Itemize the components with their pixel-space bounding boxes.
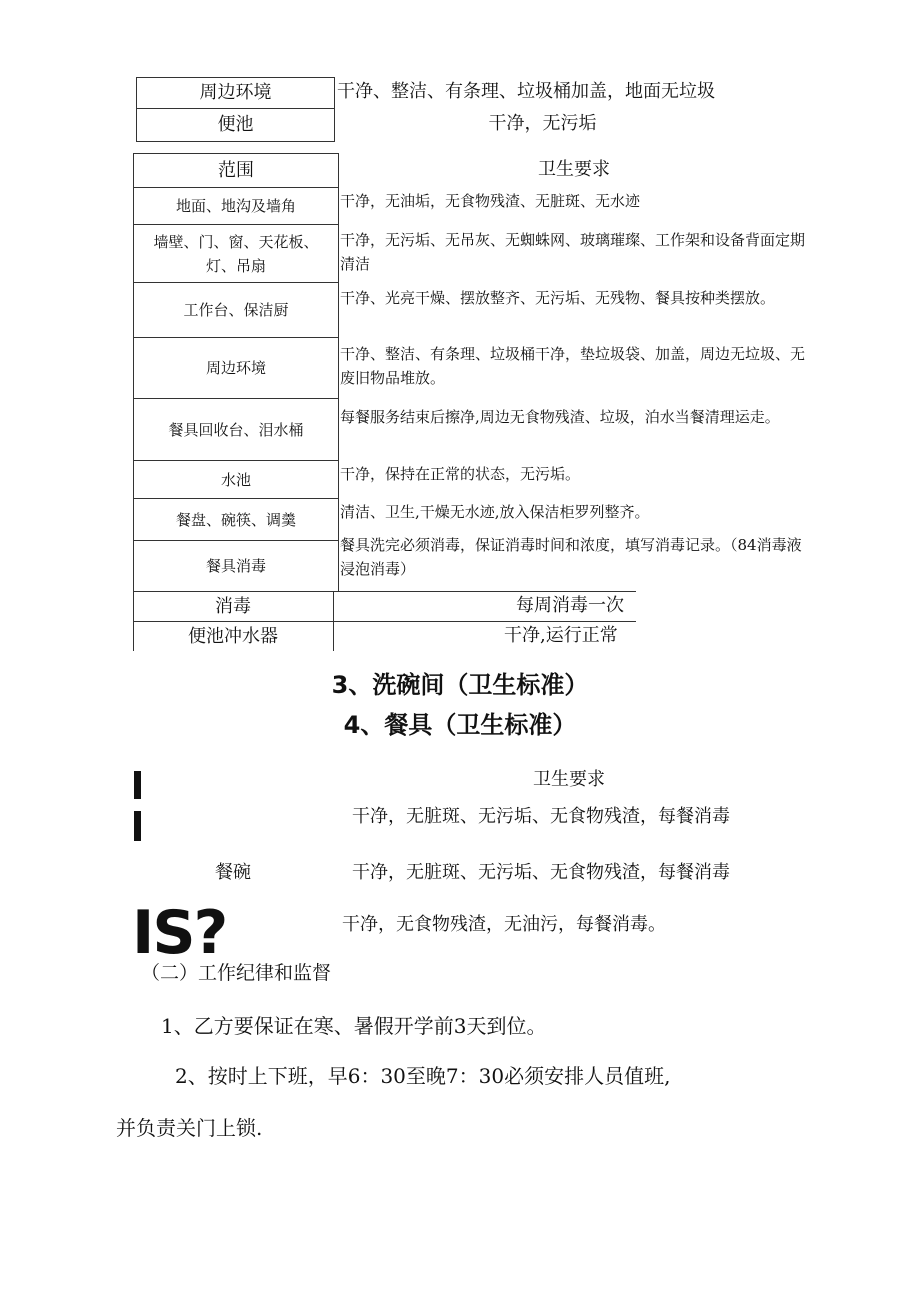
paragraph-1: 1、乙方要保证在寒、暑假开学前3天到位。	[161, 1014, 547, 1038]
table-cell-requirement: 干净、整洁、有条理、垃圾桶加盖，地面无垃圾	[337, 81, 715, 102]
table-cell-requirement: 餐具洗完必须消毒，保证消毒时间和浓度，填写消毒记录。（84消毒液浸泡消毒）	[340, 536, 802, 578]
table-header-area: 范围	[133, 153, 339, 188]
table-cell-area: 墙壁、门、窗、天花板、灯、吊扇	[133, 224, 339, 283]
table-cell-area: 餐盘、碗筷、调羹	[133, 498, 339, 541]
table-cell-requirement: 每周消毒一次	[516, 595, 624, 616]
table-border	[133, 621, 636, 622]
section-title: （二）工作纪律和监督	[141, 962, 332, 984]
table-border	[133, 591, 636, 592]
table-cell-requirement: 干净、光亮干燥、摆放整齐、无污垢、无残物、餐具按种类摆放。	[340, 289, 776, 307]
table-cell-area: 餐碗	[215, 862, 251, 883]
table-cell-area: 地面、地沟及墙角	[133, 187, 339, 225]
table-cell-area: 消毒	[215, 596, 251, 617]
table-cell-area: 便池冲水器	[188, 626, 278, 647]
table-cell-requirement: 干净，无污垢	[488, 113, 597, 134]
table-cell-requirement: 干净，保持在正常的状态，无污垢。	[340, 465, 581, 483]
table-cell-requirement: 清洁、卫生,干燥无水迹,放入保洁柜罗列整齐。	[340, 503, 650, 521]
scan-artifact-bar	[134, 811, 141, 841]
table-cell-area: 周边环境	[136, 77, 335, 109]
table-cell-area: 便池	[136, 108, 335, 142]
table-cell-requirement: 干净，无食物残渣，无油污，每餐消毒。	[342, 914, 666, 935]
table-cell-area: 工作台、保洁厨	[133, 282, 339, 338]
heading-tableware: 4、餐具（卫生标准）	[343, 710, 577, 739]
table-cell-requirement: 每餐服务结束后擦净,周边无食物残渣、垃圾，泊水当餐清理运走。	[340, 408, 780, 426]
table-cell-area: 水池	[133, 460, 339, 499]
scan-artifact-bar	[134, 771, 141, 799]
table-cell-requirement: 干净,运行正常	[504, 625, 618, 646]
table-cell-requirement: 干净，无脏斑、无污垢、无食物残渣，每餐消毒	[352, 806, 730, 827]
table-cell-area: 餐具消毒	[133, 540, 339, 592]
table-cell-requirement: 干净、整洁、有条理、垃圾桶干净，垫垃圾袋、加盖，周边无垃圾、无废旧物品堆放。	[340, 345, 806, 387]
heading-dishwashing-room: 3、洗碗间（卫生标准）	[331, 670, 589, 699]
table-header-requirement: 卫生要求	[538, 159, 610, 180]
table-cell-area: 餐具回收台、泪水桶	[133, 398, 339, 461]
table-cell-requirement: 干净，无污垢、无吊灰、无蜘蛛网、玻璃璀璨、工作架和设备背面定期清洁	[340, 231, 806, 273]
paragraph-2-continued: 并负责关门上锁.	[116, 1116, 263, 1140]
table-cell-requirement: 干净，无油垢，无食物残渣、无脏斑、无水迹	[340, 192, 641, 210]
scan-artifact-text: IS?	[132, 898, 227, 962]
table-cell-requirement: 干净，无脏斑、无污垢、无食物残渣，每餐消毒	[352, 862, 730, 883]
table-header-requirement: 卫生要求	[533, 769, 605, 790]
paragraph-2: 2、按时上下班，早6：30至晚7：30必须安排人员值班,	[175, 1064, 671, 1088]
table-cell-area: 周边环境	[133, 337, 339, 399]
